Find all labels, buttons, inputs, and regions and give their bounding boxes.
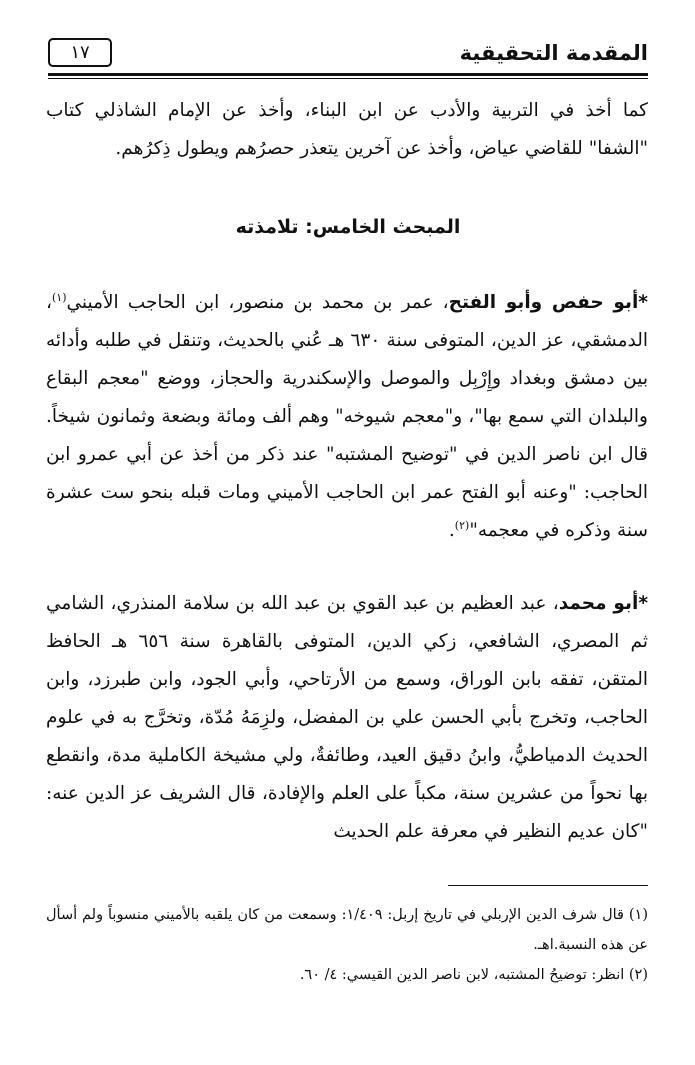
- footnote-ref-1[interactable]: (١): [51, 290, 67, 304]
- page-header: [48, 38, 648, 80]
- entry-name: *أبو حفص وأبو الفتح: [448, 292, 648, 313]
- paragraph-text: كما أخذ في التربية والأدب عن ابن البناء، وأخذ عن الإمام الشاذلي كتاب "الشفا" للقاضي عياض، وأخذ عن آخرين يتعذر حصرُهم ويطول ذِكرُهم.: [46, 100, 648, 159]
- entry-end: .: [448, 520, 455, 541]
- running-title: المقدمة التحقيقية: [459, 41, 648, 65]
- header-rule-thin: [48, 78, 648, 79]
- section-heading: المبحث الخامس: تلامذته: [235, 216, 461, 238]
- entry-abu-muhammad: [46, 585, 648, 851]
- footnote-2: (٢) انظر: توضيحُ المشتبه، لابن ناصر الدين القيسي: ٤/ ٦٠.: [299, 967, 648, 983]
- paragraph-intro: [46, 92, 648, 168]
- page-number: ١٧: [70, 42, 90, 63]
- footnotes: [46, 900, 648, 990]
- entry-body: ، عبد العظيم بن عبد القوي بن عبد الله بن سلامة المنذري، الشامي ثم المصري، الشافعي، زكي الدين، المتوفى بالقاهرة سنة ٦٥٦ هـ الحافظ المتقن، تفقه بابن الوراق، وسمع من الأرتاحي، وأبي الجود، وابن طبرزد، وابن الحاجب، وتخرج بأبي الحسن علي بن المفضل، ولزِمَهُ مُدّة، وتخرَّج به في علوم الحديث الدمياطيُّ، وابنُ دقيق العيد، وطائفةٌ، ولي مشيخة الكاملية مدة، وانقطع بها نحواً من عشرين سنة، مكباً على العلم والإفادة، قال الشريف عز الدين عنه: "كان عديم النظير في معرفة علم الحديث: [46, 593, 648, 842]
- entry-abu-hafs: [46, 284, 648, 550]
- page-number-box: [48, 38, 112, 67]
- entry-name: *أبو محمد: [558, 593, 648, 614]
- footnote-separator: [448, 885, 648, 886]
- entry-body-rest: ، الدمشقي، عز الدين، المتوفى سنة ٦٣٠ هـ عُني بالحديث، وتنقل في طلبه وأدائه بين دمشق وبغداد وإِرْبِل والموصل والإسكندرية والحجاز، ووضع "معجم البقاع والبلدان التي سمع بها"، و"معجم شيوخه" وهم ألف ومائة وبضعة وثمانون شيخاً. قال ابن ناصر الدين في "توضيح المشتبه" عند ذكر من أخذ عن أبي عمرو ابن الحاجب: "وعنه أبو الفتح عمر ابن الحاجب الأميني ومات قبله بنحو ست عشرة سنة وذكره في معجمه": [46, 292, 648, 541]
- footnote-ref-2[interactable]: (٢): [454, 518, 470, 532]
- entry-body: ، عمر بن محمد بن منصور، ابن الحاجب الأميني: [66, 292, 449, 313]
- entry-text: [46, 585, 648, 851]
- footnote-1: (١) قال شرف الدين الإربلي في تاريخ إربل: ١/٤٠٩: وسمعت من كان يلقبه بالأميني منسوباً ولم أسأل عن هذه النسبة.اهـ.: [46, 907, 648, 953]
- entry-text: [46, 284, 648, 550]
- header-rule: [48, 73, 648, 76]
